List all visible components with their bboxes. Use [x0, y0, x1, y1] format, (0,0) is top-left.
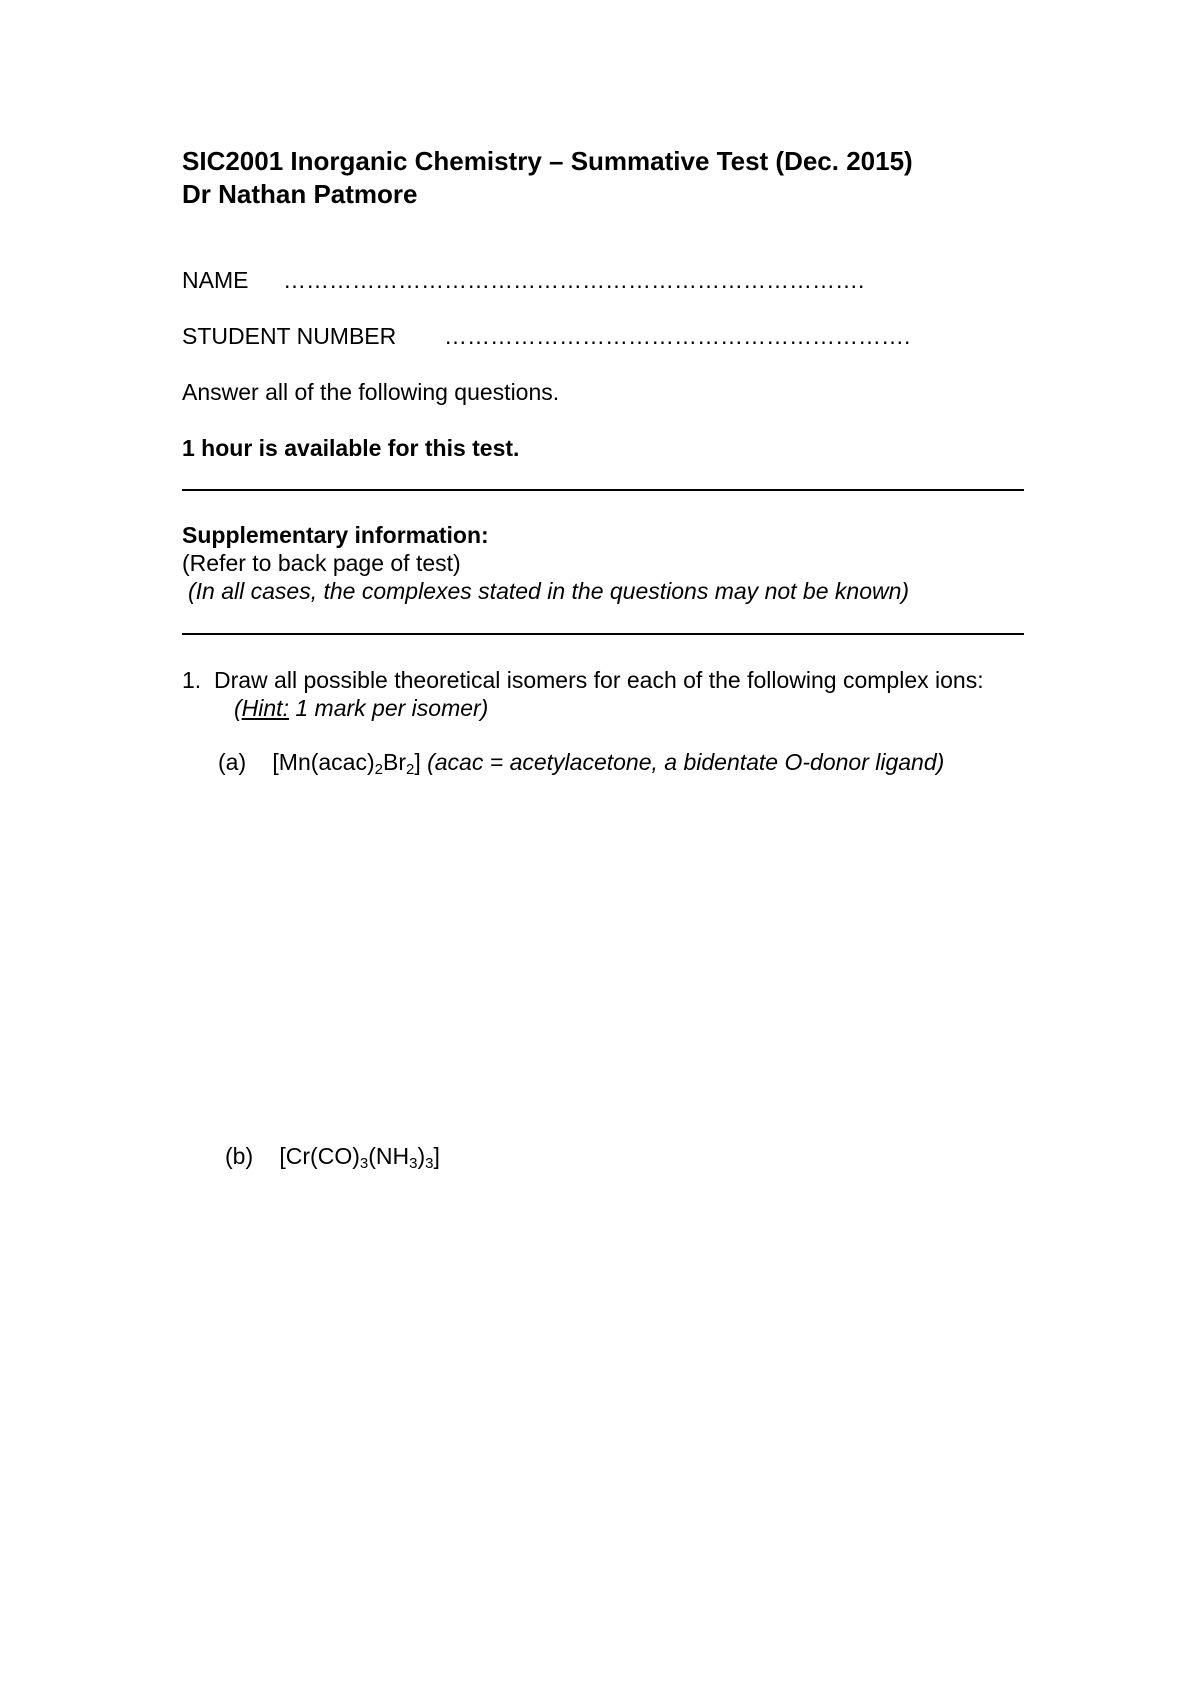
part-a-note: (acac = acetylacetone, a bidentate O-donor ligand) — [427, 749, 945, 775]
question-number: 1. — [182, 667, 202, 693]
title-course-line: SIC2001 Inorganic Chemistry – Summative Test (Dec. 2015) — [182, 146, 913, 176]
hint-keyword: Hint: — [241, 695, 289, 721]
question-text — [214, 666, 1004, 722]
student-number-dotted-line[interactable]: ……………………………………………………. — [444, 323, 911, 349]
name-label: NAME — [182, 267, 249, 293]
question-part-b — [225, 1142, 440, 1170]
title-author-line: Dr Nathan Patmore — [182, 179, 418, 209]
name-field[interactable] — [182, 266, 865, 294]
divider-top — [182, 489, 1024, 491]
answer-all-instruction: Answer all of the following questions. — [182, 379, 560, 405]
part-a-label: (a) — [218, 749, 247, 775]
part-a-formula: $[Mn(acac)_2Br_2]$ — [272, 749, 421, 778]
time-available-note: 1 hour is available for this test. — [182, 435, 520, 461]
student-number-field[interactable] — [182, 322, 911, 350]
supplementary-note: (In all cases, the complexes stated in the questions may not be known) — [188, 578, 910, 604]
question-part-a — [218, 748, 944, 776]
supplementary-reference: (Refer to back page of test) — [182, 550, 461, 576]
question-prompt: Draw all possible theoretical isomers for each of the following complex ions: — [214, 667, 984, 693]
part-b-formula: $[Cr(CO)_3(NH_3)_3]$ — [279, 1143, 440, 1172]
question-hint: (Hint: 1 mark per isomer) — [234, 695, 489, 721]
divider-bottom — [182, 633, 1024, 635]
exam-title — [182, 145, 913, 211]
part-b-label: (b) — [225, 1143, 254, 1169]
name-dotted-line[interactable]: …………………………………………………………………. — [283, 267, 865, 293]
student-number-label: STUDENT NUMBER — [182, 323, 397, 349]
supplementary-heading: Supplementary information: — [182, 522, 489, 548]
